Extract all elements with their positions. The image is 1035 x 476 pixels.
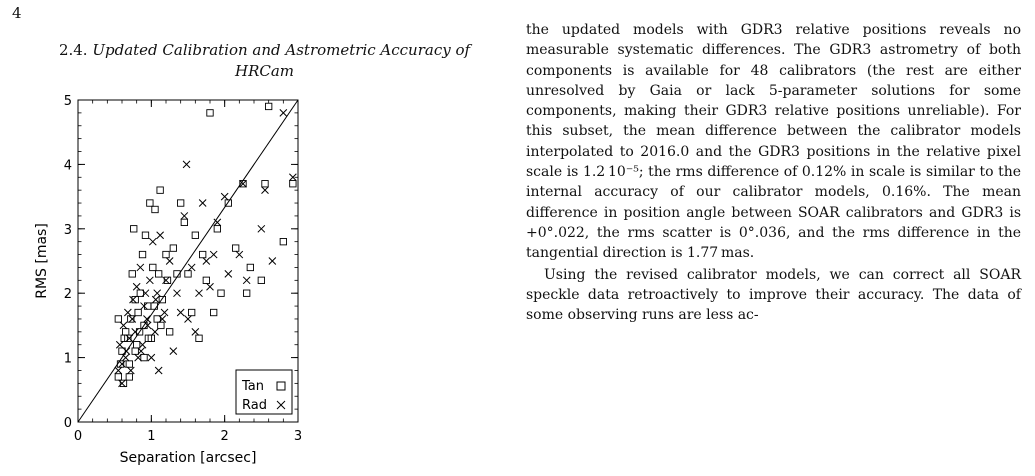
tan-point	[203, 277, 209, 283]
y-axis-label: RMS [mas]	[34, 223, 50, 299]
legend-label: Tan	[242, 379, 264, 394]
y-tick-label: 5	[63, 94, 72, 109]
tan-point	[163, 251, 169, 257]
y-tick-label: 0	[63, 416, 72, 431]
rad-point	[148, 354, 155, 361]
x-tick-label: 2	[220, 429, 229, 444]
tan-point	[117, 361, 123, 367]
rad-point	[181, 212, 188, 219]
tan-point	[170, 245, 176, 251]
tan-point	[128, 316, 134, 322]
rad-point	[146, 277, 153, 284]
rad-point	[116, 341, 123, 348]
tan-point	[152, 206, 158, 212]
rad-point	[207, 283, 214, 290]
tan-point	[129, 271, 135, 277]
tan-point	[158, 322, 164, 328]
rad-point	[122, 354, 129, 361]
rad-point	[163, 277, 170, 284]
rad-point	[269, 258, 276, 265]
rad-point	[185, 315, 192, 322]
tan-point	[142, 232, 148, 238]
scatter-figure	[18, 92, 518, 472]
rad-point	[144, 322, 151, 329]
rad-point	[119, 380, 126, 387]
rad-point	[141, 303, 148, 310]
rad-point	[174, 290, 181, 297]
legend-label: Rad	[242, 398, 267, 413]
tan-point	[247, 264, 253, 270]
x-axis-label: Separation [arcsec]	[119, 450, 257, 466]
tan-point	[207, 110, 213, 116]
tan-point	[141, 354, 147, 360]
rms-vs-separation-chart	[18, 92, 518, 472]
tan-point	[126, 374, 132, 380]
tan-point	[188, 309, 194, 315]
tan-point	[262, 181, 268, 187]
rad-point	[183, 161, 190, 168]
rad-point	[262, 187, 269, 194]
y-tick-label: 4	[63, 158, 72, 174]
rad-point	[154, 290, 161, 297]
x-tick-label: 0	[73, 429, 83, 444]
tan-point	[199, 251, 205, 257]
rad-point	[166, 258, 173, 265]
rad-point	[280, 109, 287, 116]
tan-point	[139, 251, 145, 257]
y-tick-label: 3	[63, 222, 72, 238]
tan-point	[126, 361, 132, 367]
tan-point	[258, 277, 264, 283]
rad-point	[221, 193, 228, 200]
rad-point	[170, 348, 177, 355]
tan-point	[243, 290, 249, 296]
tan-point	[151, 303, 157, 309]
rad-point	[137, 264, 144, 271]
rad-point	[129, 315, 136, 322]
rad-point	[236, 251, 243, 258]
y-tick-label: 2	[63, 287, 72, 303]
section-number: 2.4.	[58, 41, 88, 59]
tan-point	[133, 342, 139, 348]
tan-point	[280, 238, 286, 244]
tan-point	[164, 277, 170, 283]
rad-point	[123, 348, 130, 355]
rad-point	[127, 367, 134, 374]
body-text-column	[526, 20, 1021, 325]
tan-point	[177, 200, 183, 206]
body-paragraph-1: the updated models with GDR3 relative positions reveals no measurable systematic differences. The GDR3 astrometry of both components is available for 48 calibrators (the rest are either unresolved by Gaia or lack 5-parameter solutions for some components, making their GDR3 relative positions unreliable). For this subset, the mean difference between the calibrator models interpolated to 2016.0 and the GDR3 positions in the relative pixel scale is 1.2 10⁻⁵; the rms difference of 0.12% in scale is similar to the internal accuracy of our calibrator models, 0.16%. The mean difference in position angle between SOAR calibrators and GDR3 is +0°.022, the rms scatter is 0°.036, and the rms difference in the tangential direction is 1.77 mas.	[526, 22, 1021, 262]
tan-point	[192, 232, 198, 238]
rad-point	[192, 328, 199, 335]
rad-point	[199, 200, 206, 207]
tan-point	[265, 103, 271, 109]
tan-point	[290, 181, 296, 187]
tan-point	[218, 290, 224, 296]
rad-point	[126, 335, 133, 342]
rad-point	[196, 290, 203, 297]
tan-point	[150, 264, 156, 270]
rad-point	[210, 251, 217, 258]
tan-point	[135, 309, 141, 315]
tan-point	[147, 200, 153, 206]
rad-point	[132, 328, 139, 335]
rad-point	[225, 270, 232, 277]
tan-point	[155, 271, 161, 277]
rad-point	[203, 258, 210, 265]
tan-point	[131, 226, 137, 232]
rad-point	[119, 361, 126, 368]
x-tick-label: 3	[293, 429, 303, 444]
tan-point	[125, 335, 131, 341]
tan-point	[122, 329, 128, 335]
tan-point	[185, 271, 191, 277]
rad-point	[243, 277, 250, 284]
tan-point	[196, 335, 202, 341]
tan-point	[232, 245, 238, 251]
body-paragraph-2: Using the revised calibrator models, we can correct all SOAR speckle data retroactively to improve their accuracy. The data of some observing runs are less ac-	[526, 266, 1021, 324]
section-title-line2: HRCam	[234, 62, 295, 80]
tan-point	[214, 226, 220, 232]
y-tick-label: 1	[63, 351, 72, 367]
x-tick-label: 1	[147, 429, 156, 444]
section-title-line1: Updated Calibration and Astrometric Accuracy of	[92, 41, 471, 59]
tan-point	[181, 219, 187, 225]
tan-point	[144, 303, 150, 309]
rad-point	[115, 367, 122, 374]
rad-point	[130, 296, 137, 303]
rad-point	[120, 322, 127, 329]
rad-point	[155, 367, 162, 374]
rad-point	[149, 238, 156, 245]
tan-point	[166, 329, 172, 335]
tan-point	[157, 187, 163, 193]
rad-point	[142, 290, 149, 297]
tan-point	[115, 374, 121, 380]
tan-point	[132, 348, 138, 354]
rad-point	[124, 309, 131, 316]
tan-point	[120, 380, 126, 386]
page-number: 4	[12, 4, 22, 22]
rad-point	[152, 296, 159, 303]
rad-point	[258, 225, 265, 232]
section-heading	[12, 40, 517, 82]
rad-point	[157, 232, 164, 239]
rad-point	[133, 283, 140, 290]
rad-point	[161, 309, 168, 316]
rad-point	[152, 328, 159, 335]
rad-point	[159, 315, 166, 322]
rad-point	[188, 264, 195, 271]
rad-point	[177, 309, 184, 316]
tan-point	[210, 309, 216, 315]
tan-point	[115, 316, 121, 322]
